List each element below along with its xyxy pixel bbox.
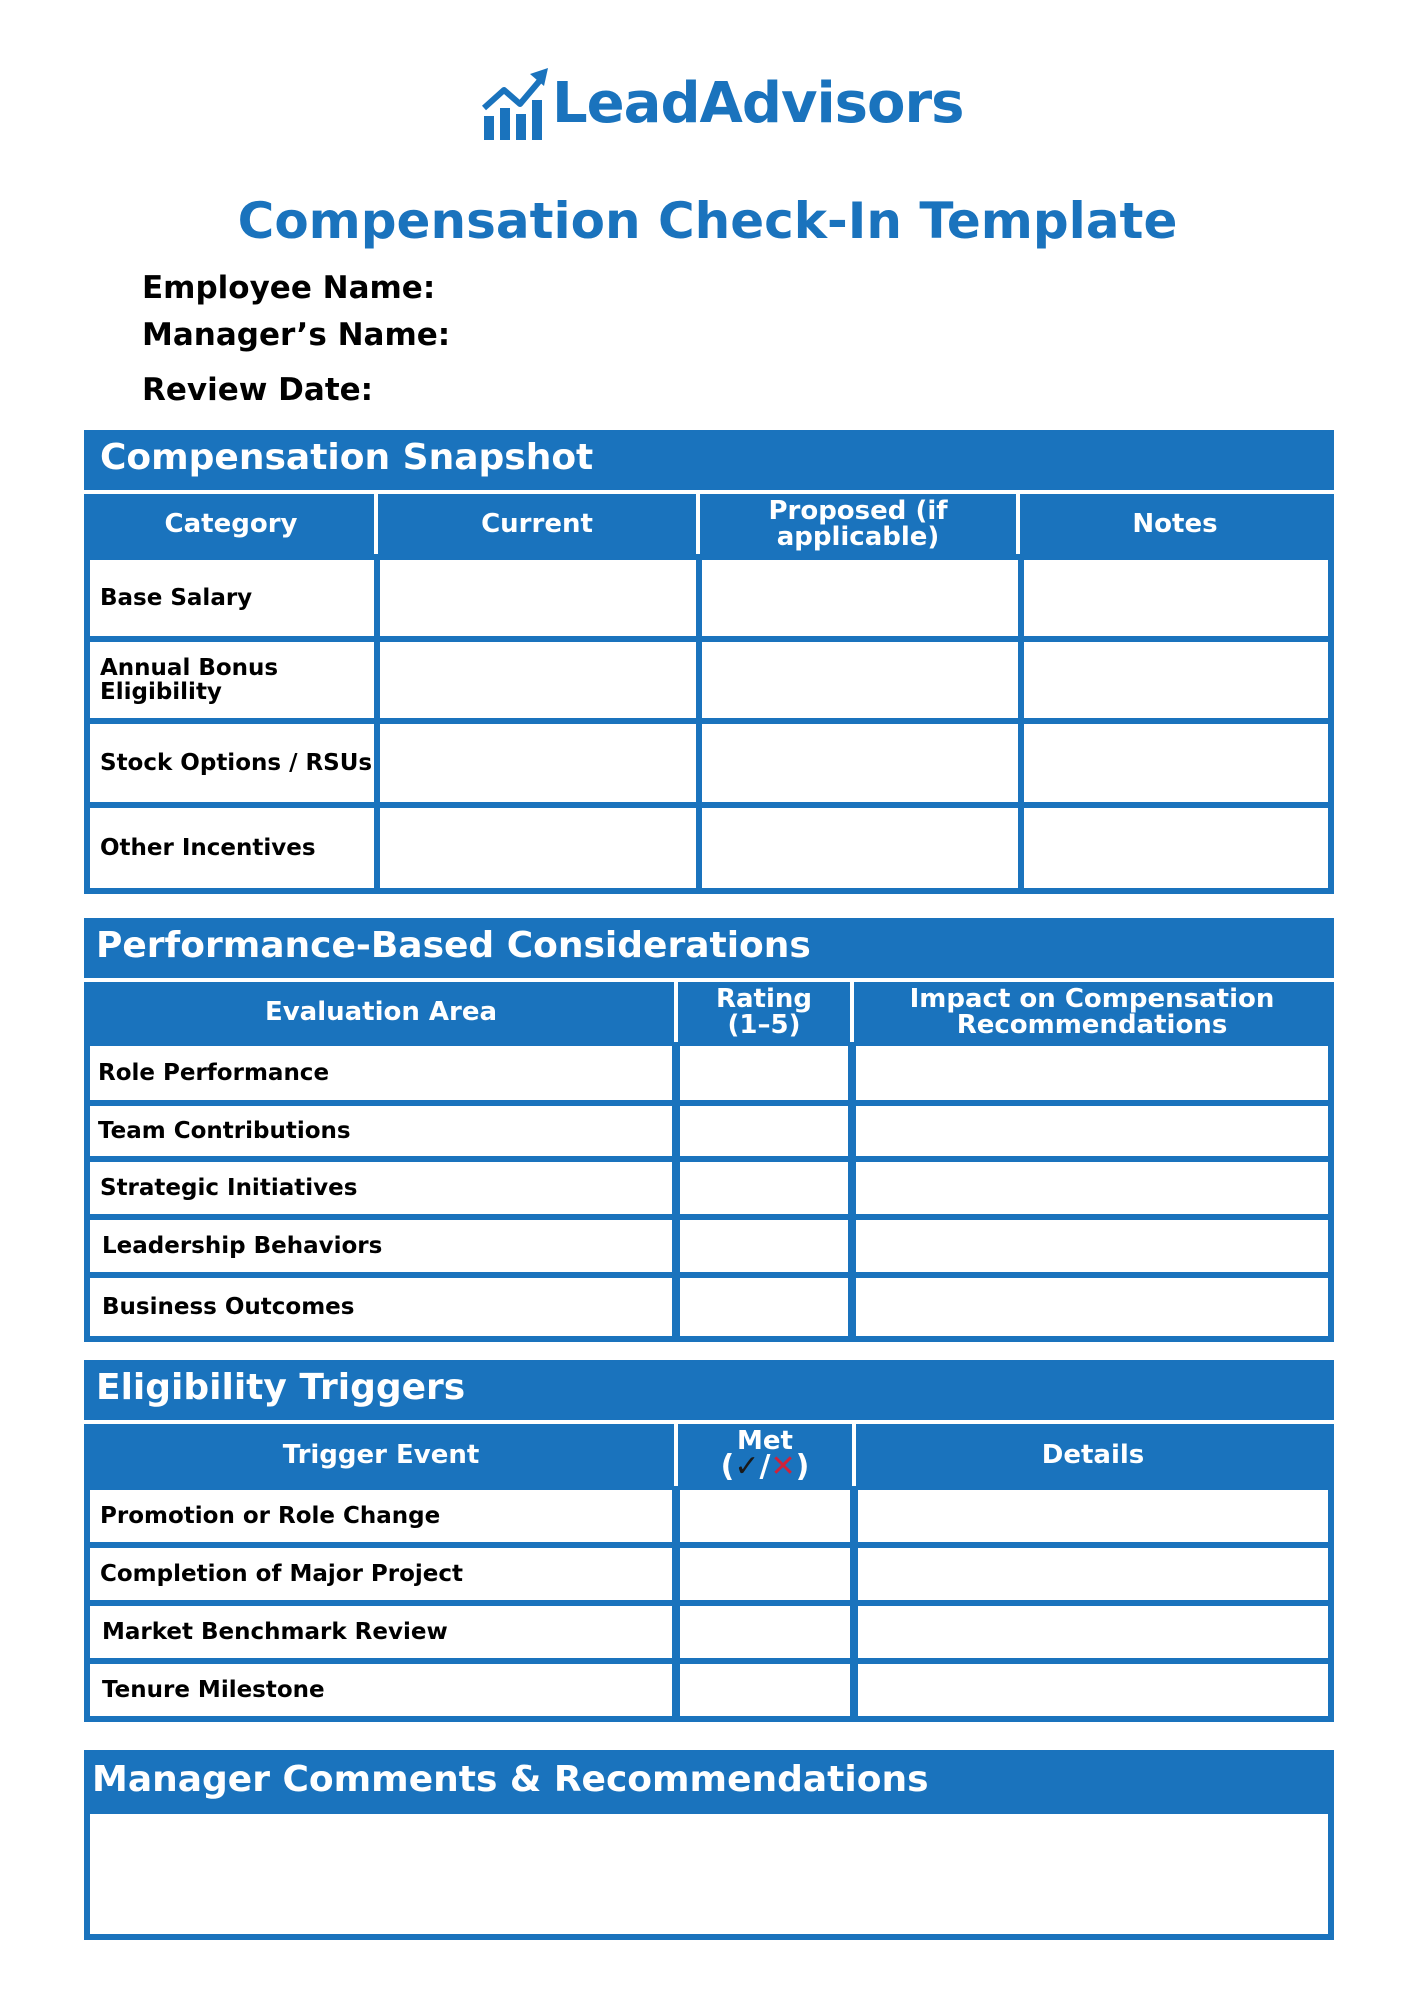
header-impact: Impact on Compensation Recommendations [909, 984, 1275, 1040]
row-label: Tenure Milestone [102, 1676, 325, 1703]
checkmark-icon: ✓ [734, 1449, 760, 1484]
header-met [678, 1424, 852, 1486]
section-title: Eligibility Triggers [96, 1367, 466, 1408]
header-rating: Rating (1–5) [715, 984, 813, 1040]
proposed-cell[interactable] [702, 808, 1018, 888]
proposed-cell[interactable] [702, 560, 1018, 636]
review-date-label: Review Date: [142, 372, 374, 408]
met-label: Met [737, 1426, 793, 1456]
row-label: Stock Options / RSUs [100, 749, 373, 776]
row-label: Business Outcomes [102, 1293, 355, 1320]
page-title: Compensation Check-In Template [237, 192, 1178, 250]
row-label: Role Performance [98, 1059, 330, 1086]
section-title: Manager Comments & Recommendations [92, 1759, 929, 1800]
performance-section [84, 918, 1334, 1342]
notes-cell[interactable] [1024, 808, 1328, 888]
notes-cell[interactable] [1024, 642, 1328, 718]
notes-cell[interactable] [1024, 724, 1328, 802]
details-cell[interactable] [858, 1490, 1328, 1542]
brand-name: LeadAdvisors [552, 71, 964, 136]
impact-cell[interactable] [856, 1220, 1328, 1272]
current-cell[interactable] [380, 724, 696, 802]
impact-cell[interactable] [856, 1162, 1328, 1214]
header-proposed: Proposed (if applicable) [768, 496, 948, 552]
rating-cell[interactable] [680, 1106, 848, 1156]
rating-cell[interactable] [680, 1220, 848, 1272]
proposed-cell[interactable] [702, 642, 1018, 718]
met-cell[interactable] [680, 1490, 850, 1542]
growth-chart-arrow-icon [480, 64, 550, 144]
met-cell[interactable] [680, 1664, 850, 1716]
impact-cell[interactable] [856, 1046, 1328, 1100]
cross-icon: ✕ [770, 1449, 796, 1484]
row-label: Annual Bonus Eligibility [100, 654, 279, 705]
notes-cell[interactable] [1024, 560, 1328, 636]
row-label: Completion of Major Project [100, 1560, 464, 1587]
met-symbols: (✓/✕) [720, 1449, 810, 1484]
met-cell[interactable] [680, 1548, 850, 1600]
section-title: Performance-Based Considerations [96, 925, 811, 966]
row-label: Market Benchmark Review [102, 1618, 448, 1645]
current-cell[interactable] [380, 808, 696, 888]
row-label: Other Incentives [100, 834, 316, 861]
brand-logo [480, 64, 963, 144]
header-current: Current [481, 509, 593, 539]
eligibility-triggers-section [84, 1360, 1334, 1722]
header-notes: Notes [1132, 509, 1218, 539]
details-cell[interactable] [858, 1606, 1328, 1658]
impact-cell[interactable] [856, 1106, 1328, 1156]
comments-textarea[interactable] [90, 1814, 1328, 1934]
row-label: Team Contributions [98, 1117, 351, 1144]
details-cell[interactable] [858, 1548, 1328, 1600]
section-title: Compensation Snapshot [100, 437, 594, 478]
manager-comments-section [84, 1750, 1334, 1940]
current-cell[interactable] [380, 560, 696, 636]
employee-name-label: Employee Name: [142, 270, 436, 306]
details-cell[interactable] [858, 1664, 1328, 1716]
rating-cell[interactable] [680, 1162, 848, 1214]
compensation-snapshot-section [84, 430, 1334, 894]
current-cell[interactable] [380, 642, 696, 718]
header-evaluation-area: Evaluation Area [264, 997, 498, 1027]
rating-cell[interactable] [680, 1046, 848, 1100]
header-trigger-event: Trigger Event [282, 1440, 480, 1470]
proposed-cell[interactable] [702, 724, 1018, 802]
row-label: Promotion or Role Change [100, 1502, 441, 1529]
row-label: Leadership Behaviors [102, 1232, 383, 1259]
impact-cell[interactable] [856, 1278, 1328, 1336]
row-label: Strategic Initiatives [100, 1174, 358, 1201]
header-category: Category [164, 509, 298, 539]
manager-name-label: Manager’s Name: [142, 317, 451, 353]
header-details: Details [1041, 1440, 1145, 1470]
row-label: Base Salary [100, 584, 253, 611]
rating-cell[interactable] [680, 1278, 848, 1336]
met-cell[interactable] [680, 1606, 850, 1658]
